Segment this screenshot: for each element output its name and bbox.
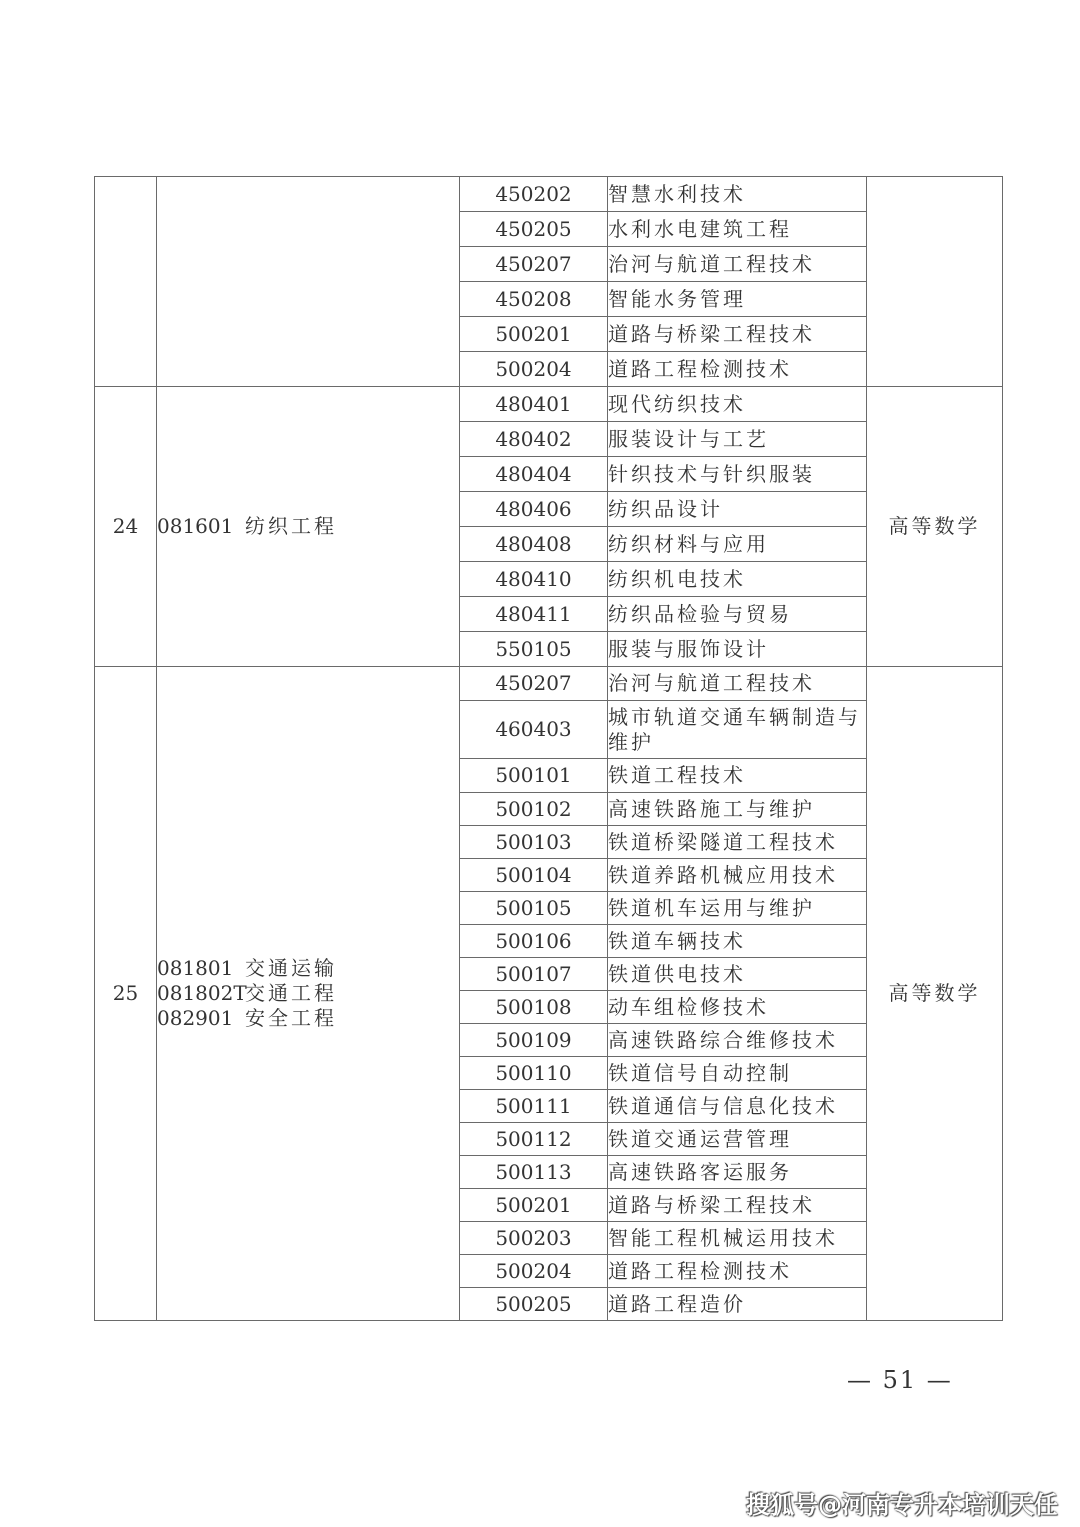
vocational-code: 500102 <box>460 793 608 826</box>
vocational-name: 动车组检修技术 <box>608 991 867 1024</box>
watermark: 搜狐号@河南专升本培训天任 <box>746 1491 1058 1519</box>
vocational-code: 500204 <box>460 352 608 387</box>
vocational-code: 500205 <box>460 1288 608 1321</box>
vocational-name: 智慧水利技术 <box>608 177 867 212</box>
vocational-name: 铁道通信与信息化技术 <box>608 1090 867 1123</box>
page-number: — 51 — <box>847 1366 953 1394</box>
exam-subject <box>867 177 1003 387</box>
undergrad-major <box>157 956 459 981</box>
group-number <box>95 177 157 387</box>
vocational-code: 500107 <box>460 958 608 991</box>
vocational-name: 道路工程检测技术 <box>608 1255 867 1288</box>
vocational-code: 500201 <box>460 317 608 352</box>
vocational-code: 500110 <box>460 1057 608 1090</box>
vocational-code: 480406 <box>460 492 608 527</box>
vocational-code: 500105 <box>460 892 608 925</box>
vocational-name: 道路工程造价 <box>608 1288 867 1321</box>
vocational-name: 纺织品检验与贸易 <box>608 597 867 632</box>
undergrad-major <box>157 514 459 539</box>
vocational-name: 铁道养路机械应用技术 <box>608 859 867 892</box>
undergrad-majors <box>157 667 460 1321</box>
vocational-code: 450207 <box>460 667 608 701</box>
vocational-code: 450207 <box>460 247 608 282</box>
vocational-name: 智能水务管理 <box>608 282 867 317</box>
vocational-code: 500108 <box>460 991 608 1024</box>
vocational-code: 500111 <box>460 1090 608 1123</box>
vocational-name: 治河与航道工程技术 <box>608 247 867 282</box>
vocational-name: 铁道供电技术 <box>608 958 867 991</box>
vocational-name: 道路工程检测技术 <box>608 352 867 387</box>
vocational-code: 500103 <box>460 826 608 859</box>
vocational-code: 500109 <box>460 1024 608 1057</box>
vocational-code: 480402 <box>460 422 608 457</box>
undergrad-major <box>157 981 459 1006</box>
vocational-code: 480408 <box>460 527 608 562</box>
vocational-code: 450202 <box>460 177 608 212</box>
vocational-code: 460403 <box>460 701 608 759</box>
vocational-code: 500204 <box>460 1255 608 1288</box>
vocational-code: 500203 <box>460 1222 608 1255</box>
vocational-name: 水利水电建筑工程 <box>608 212 867 247</box>
vocational-name: 针织技术与针织服装 <box>608 457 867 492</box>
vocational-code: 500106 <box>460 925 608 958</box>
vocational-name: 铁道车辆技术 <box>608 925 867 958</box>
vocational-code: 480404 <box>460 457 608 492</box>
undergrad-code: 081801 <box>157 956 234 980</box>
table-row <box>95 387 1003 422</box>
vocational-name: 道路与桥梁工程技术 <box>608 317 867 352</box>
vocational-name: 治河与航道工程技术 <box>608 667 867 701</box>
vocational-code: 500101 <box>460 759 608 793</box>
undergrad-major <box>157 1006 459 1031</box>
vocational-code: 480411 <box>460 597 608 632</box>
undergrad-name: 交通运输 <box>245 956 337 980</box>
undergrad-code: 082901 <box>157 1006 234 1030</box>
vocational-name: 纺织材料与应用 <box>608 527 867 562</box>
undergrad-name: 交通工程 <box>245 981 337 1005</box>
vocational-name: 铁道机车运用与维护 <box>608 892 867 925</box>
vocational-code: 500112 <box>460 1123 608 1156</box>
vocational-name: 铁道交通运营管理 <box>608 1123 867 1156</box>
vocational-name: 纺织机电技术 <box>608 562 867 597</box>
vocational-code: 480401 <box>460 387 608 422</box>
table-row <box>95 177 1003 212</box>
major-mapping-table <box>94 176 1003 1321</box>
vocational-name: 高速铁路施工与维护 <box>608 793 867 826</box>
undergrad-code: 081601 <box>157 514 234 538</box>
vocational-name: 服装与服饰设计 <box>608 632 867 667</box>
vocational-name: 纺织品设计 <box>608 492 867 527</box>
undergrad-name: 安全工程 <box>245 1006 337 1030</box>
vocational-name: 铁道桥梁隧道工程技术 <box>608 826 867 859</box>
vocational-name: 高速铁路综合维修技术 <box>608 1024 867 1057</box>
vocational-name: 城市轨道交通车辆制造与维护 <box>608 701 867 759</box>
vocational-code: 500113 <box>460 1156 608 1189</box>
exam-subject: 高等数学 <box>867 387 1003 667</box>
vocational-code: 500104 <box>460 859 608 892</box>
vocational-code: 480410 <box>460 562 608 597</box>
exam-subject: 高等数学 <box>867 667 1003 1321</box>
table-row <box>95 667 1003 701</box>
vocational-name: 高速铁路客运服务 <box>608 1156 867 1189</box>
group-number: 24 <box>95 387 157 667</box>
vocational-name: 道路与桥梁工程技术 <box>608 1189 867 1222</box>
undergrad-name: 纺织工程 <box>245 514 337 538</box>
undergrad-code: 081802T <box>157 981 247 1005</box>
undergrad-majors <box>157 387 460 667</box>
vocational-code: 500201 <box>460 1189 608 1222</box>
vocational-code: 450208 <box>460 282 608 317</box>
group-number: 25 <box>95 667 157 1321</box>
vocational-name: 智能工程机械运用技术 <box>608 1222 867 1255</box>
vocational-name: 铁道工程技术 <box>608 759 867 793</box>
vocational-name: 铁道信号自动控制 <box>608 1057 867 1090</box>
vocational-name: 服装设计与工艺 <box>608 422 867 457</box>
vocational-name: 现代纺织技术 <box>608 387 867 422</box>
vocational-code: 550105 <box>460 632 608 667</box>
undergrad-majors <box>157 177 460 387</box>
vocational-code: 450205 <box>460 212 608 247</box>
